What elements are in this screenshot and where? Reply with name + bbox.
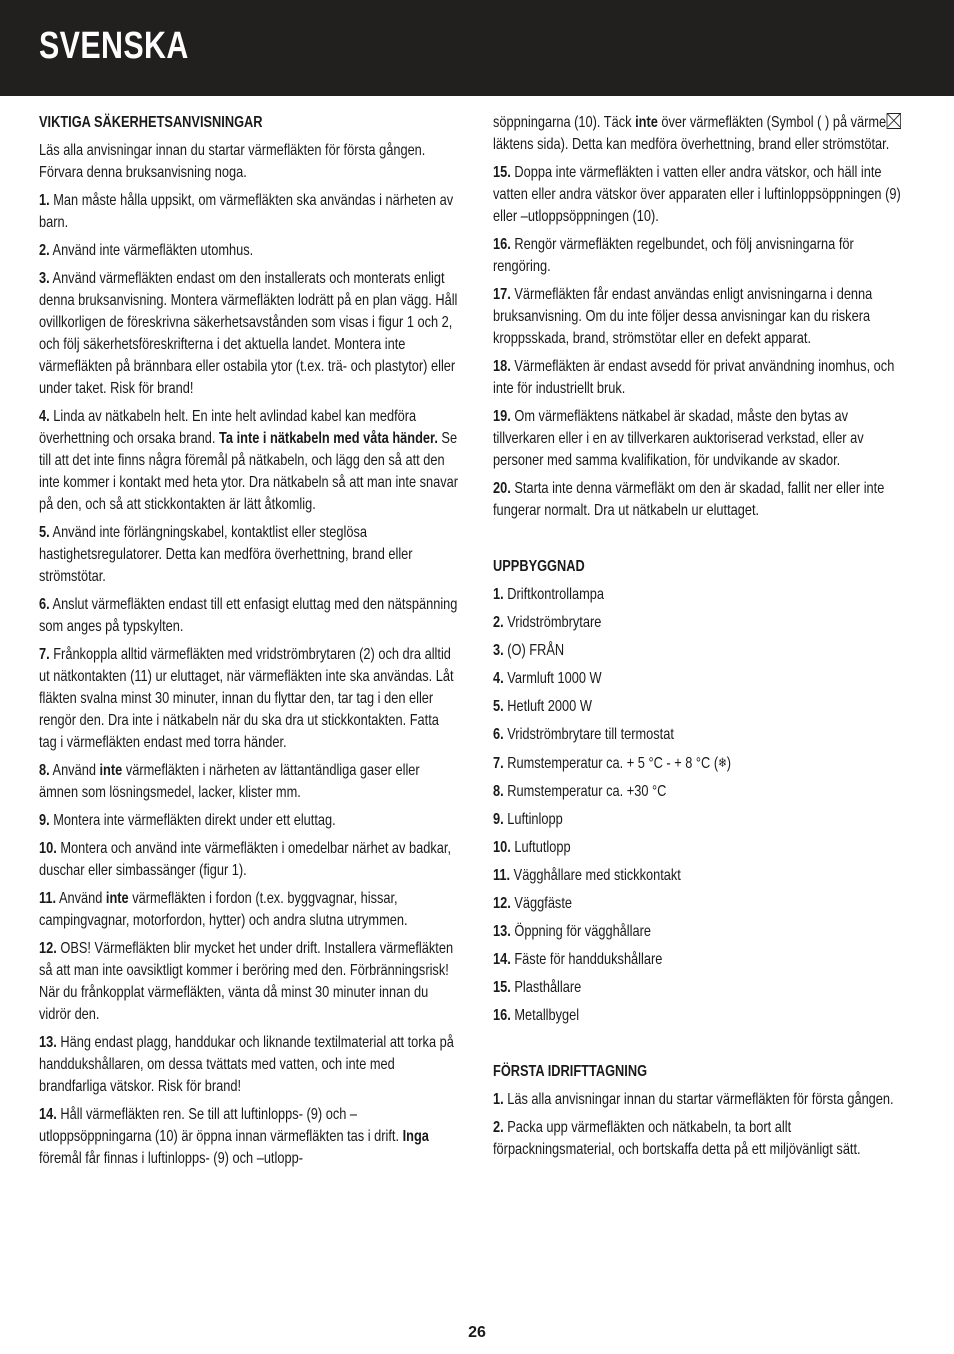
safety-heading: VIKTIGA SÄKERHETSANVISNINGAR <box>39 114 263 131</box>
item-text: över värmefläkten (Symbol ( ) på värme <box>657 114 887 131</box>
item-text: läktens sida). Detta kan medföra överhettning, brand eller strömstötar. <box>493 136 890 153</box>
safety-item <box>39 522 459 588</box>
item-text: Driftkontrollampa <box>507 586 604 603</box>
item-text: Vridströmbrytare <box>507 614 602 631</box>
safety-item-14-continued <box>493 112 913 156</box>
item-number: 14. <box>493 951 511 968</box>
item-text: Väggfäste <box>514 895 573 912</box>
safety-item <box>39 938 459 1026</box>
item-number: 6. <box>493 726 504 743</box>
item-number: 20. <box>493 480 511 497</box>
safety-item <box>39 240 459 262</box>
safety-item <box>493 356 913 400</box>
item-text: Hetluft 2000 W <box>507 698 592 715</box>
safety-item <box>39 1104 459 1170</box>
item-text: Varmluft 1000 W <box>507 670 602 687</box>
item-text: Fäste för handdukshållare <box>514 951 663 968</box>
safety-item <box>39 888 459 932</box>
item-text: Använd inte värmefläkten utomhus. <box>52 242 254 259</box>
item-emphasis: inte <box>105 890 129 907</box>
page-title: SVENSKA <box>39 25 189 67</box>
item-text: Rengör värmefläkten regelbundet, och följ anvisningarna för rengöring. <box>493 236 854 275</box>
part-item <box>493 781 913 803</box>
item-text: Häng endast plagg, handdukar och liknande textilmaterial att torka på handdukshållaren, om dessa tvättats med vatten, och inte med brandfarliga vätskor. Risk för brand! <box>39 1034 454 1095</box>
safety-list <box>39 190 459 1170</box>
safety-item <box>39 760 459 804</box>
item-text: Rumstemperatur ca. +30 °C <box>507 783 667 800</box>
item-text: söppningarna (10). Täck <box>493 114 636 131</box>
item-number: 19. <box>493 408 511 425</box>
safety-item <box>39 268 459 400</box>
item-text: värmefläkten i närheten av lättantändliga gaser eller ämnen som lösningsmedel, lacker, klister mm. <box>39 762 420 801</box>
first-use-heading: FÖRSTA IDRIFTTAGNING <box>493 1063 648 1080</box>
item-text: Om värmefläktens nätkabel är skadad, måste den bytas av tillverkaren eller i en av tillverkaren auktoriserad verkstad, eller av personer med samma kvalifikation, för undvikande av skador. <box>493 408 864 469</box>
item-text: Anslut värmefläkten endast till ett enfasigt eluttag med den nätspänning som anges på typskylten. <box>39 596 458 635</box>
part-item <box>493 612 913 634</box>
item-text: Montera och använd inte värmefläkten i omedelbar närhet av badkar, duschar eller simbassänger (figur 1). <box>39 840 452 879</box>
item-number: 13. <box>39 1034 57 1051</box>
item-text: OBS! Värmefläkten blir mycket het under drift. Installera värmefläkten så att man inte oavsiktligt kommer i beröring med den. Förbränningsrisk! När du frånkopplat värmefläkten, vänta då minst 30 minuter innan du vidrör den. <box>39 940 454 1023</box>
item-number: 8. <box>39 762 50 779</box>
item-text: Använd värmefläkten endast om den installerats och monterats enligt denna bruksanvisning. Montera värmefläkten lodrätt på en plan vägg. Håll ovillkorligen de föreskrivna säkerhetsavstånden som visas i figur 1 och 2, och följ säkerhetsföreskrifterna i det aktuella landet. Montera inte värmefläkten på brännbara eller ostabila ytor (t.ex. trä- och plastytor) eller under taket. Risk för brand! <box>39 270 458 397</box>
item-text: Se till att det inte finns några föremål på nätkabeln, och lägg den så att den inte kommer i kontakt med heta ytor. Dra nätkabeln så att man inte snavar på den, och så att stickkontakten är lätt åtkomlig. <box>39 430 459 513</box>
part-item <box>493 837 913 859</box>
item-number: 8. <box>493 783 504 800</box>
item-text: Använd <box>52 762 100 779</box>
item-number: 15. <box>493 979 511 996</box>
item-number: 1. <box>493 1091 504 1108</box>
part-item <box>493 949 913 971</box>
safety-item <box>493 284 913 350</box>
item-text: Vridströmbrytare till termostat <box>507 726 674 743</box>
first-use-step <box>493 1089 913 1111</box>
part-item <box>493 696 913 718</box>
item-text: (O) FRÅN <box>507 642 565 659</box>
item-text: Man måste hålla uppsikt, om värmefläkten ska användas i närheten av barn. <box>39 192 454 231</box>
item-number: 13. <box>493 923 511 940</box>
item-text: värmefläkten i fordon (t.ex. byggvagnar, hissar, campingvagnar, motorfordon, hytter) och andra slutna utrymmen. <box>39 890 408 929</box>
item-number: 4. <box>39 408 50 425</box>
part-item <box>493 584 913 606</box>
safety-item <box>39 594 459 638</box>
safety-item <box>493 162 913 228</box>
safety-item <box>493 234 913 278</box>
item-number: 3. <box>493 642 504 659</box>
item-number: 9. <box>493 811 504 828</box>
snowflake-icon: ❄ <box>718 755 727 770</box>
item-number: 1. <box>493 586 504 603</box>
safety-item <box>39 1032 459 1098</box>
item-number: 16. <box>493 1007 511 1024</box>
item-number: 12. <box>493 895 511 912</box>
right-column <box>493 112 913 1167</box>
safety-item <box>39 190 459 234</box>
item-number: 7. <box>493 755 504 772</box>
item-number: 10. <box>493 839 511 856</box>
item-number: 18. <box>493 358 511 375</box>
safety-item <box>493 406 913 472</box>
part-item <box>493 640 913 662</box>
left-column <box>39 112 459 1176</box>
safety-item <box>39 838 459 882</box>
item-text: Värmefläkten är endast avsedd för privat användning inomhus, och inte för industriellt bruk. <box>493 358 895 397</box>
safety-item <box>39 810 459 832</box>
item-emphasis: inte <box>99 762 123 779</box>
item-number: 11. <box>493 867 511 884</box>
first-use-list <box>493 1089 913 1161</box>
item-number: 14. <box>39 1106 57 1123</box>
item-emphasis: Inga <box>402 1128 429 1145</box>
item-text: Packa upp värmefläkten och nätkabeln, ta bort allt förpackningsmaterial, och bortskaffa detta på ett miljövänligt sätt. <box>493 1119 861 1158</box>
part-item <box>493 893 913 915</box>
safety-intro: Läs alla anvisningar innan du startar värmefläkten för första gången. Förvara denna bruksanvisning noga. <box>39 142 426 181</box>
item-number: 16. <box>493 236 511 253</box>
item-text: Metallbygel <box>514 1007 580 1024</box>
parts-heading: UPPBYGGNAD <box>493 558 585 575</box>
first-use-step <box>493 1117 913 1161</box>
item-text-suffix: ) <box>726 755 732 772</box>
item-number: 11. <box>39 890 57 907</box>
safety-item <box>39 406 459 516</box>
item-text: Rumstemperatur ca. + 5 °C - + 8 °C ( <box>507 755 719 772</box>
part-item <box>493 809 913 831</box>
item-text: Plasthållare <box>514 979 582 996</box>
item-number: 1. <box>39 192 50 209</box>
item-number: 7. <box>39 646 50 663</box>
item-text: Frånkoppla alltid värmefläkten med vridströmbrytaren (2) och dra alltid ut nätkontakten (11) ur eluttaget, när värmefläkten inte ska användas. Låt fläkten svalna minst 30 minuter, innan du flyttar den, tar tag i den eller rengör den. Dra inte i nätkabeln när du ska dra ut stickkontakten. Fatta tag i värmefläkten endast med torra händer. <box>39 646 454 751</box>
page-header <box>0 0 954 96</box>
item-text: Starta inte denna värmefläkt om den är skadad, fallit ner eller inte fungerar normalt. Dra ut nätkabeln ur eluttaget. <box>493 480 885 519</box>
item-number: 6. <box>39 596 50 613</box>
part-item <box>493 724 913 746</box>
item-text: Håll värmefläkten ren. Se till att luftinlopps- (9) och –utloppsöppningarna (10) är öppna innan värmefläkten tas i drift. <box>39 1106 403 1145</box>
item-number: 12. <box>39 940 57 957</box>
item-text: Öppning för vägghållare <box>514 923 651 940</box>
item-text: Värmefläkten får endast användas enligt anvisningarna i denna bruksanvisning. Om du inte följer dessa anvisningar kan du riskera kroppsskada, brand, strömstötar eller en defekt apparat. <box>493 286 873 347</box>
item-number: 9. <box>39 812 50 829</box>
item-number: 4. <box>493 670 504 687</box>
item-number: 15. <box>493 164 511 181</box>
item-number: 3. <box>39 270 50 287</box>
item-text: Luftinlopp <box>507 811 563 828</box>
item-number: 10. <box>39 840 57 857</box>
item-emphasis: Ta inte i nätkabeln med våta händer. <box>219 430 438 447</box>
item-number: 2. <box>39 242 50 259</box>
item-text: Använd inte förlängningskabel, kontaktlist eller steglösa hastighetsregulatorer. Detta kan medföra överhettning, brand eller strömstötar. <box>39 524 413 585</box>
safety-item <box>39 644 459 754</box>
do-not-cover-icon <box>887 113 901 129</box>
item-number: 5. <box>39 524 50 541</box>
part-item <box>493 921 913 943</box>
item-text: Linda av nätkabeln helt. En inte helt avlindad kabel kan medföra överhettning och orsaka brand. <box>39 408 417 447</box>
item-text: Använd <box>58 890 106 907</box>
part-item <box>493 865 913 887</box>
part-item <box>493 1005 913 1027</box>
parts-list <box>493 584 913 1027</box>
item-number: 2. <box>493 614 504 631</box>
item-text: Luftutlopp <box>514 839 571 856</box>
item-number: 2. <box>493 1119 504 1136</box>
part-item <box>493 752 913 775</box>
part-item <box>493 668 913 690</box>
item-text: föremål får finnas i luftinlopps- (9) och –utlopp- <box>39 1150 303 1167</box>
item-number: 17. <box>493 286 511 303</box>
item-number: 5. <box>493 698 504 715</box>
page-number: 26 <box>468 1324 486 1341</box>
safety-item <box>493 478 913 522</box>
item-text: Vägghållare med stickkontakt <box>513 867 681 884</box>
part-item <box>493 977 913 999</box>
item-text: Montera inte värmefläkten direkt under ett eluttag. <box>53 812 336 829</box>
item-emphasis: inte <box>635 114 658 131</box>
safety-list-continued <box>493 162 913 522</box>
item-text: Doppa inte värmefläkten i vatten eller andra vätskor, och häll inte vatten eller andra vätskor över apparaten eller i luftinloppsöppningen (9) eller –utloppsöppningen (10). <box>493 164 901 225</box>
item-text: Läs alla anvisningar innan du startar värmefläkten för första gången. <box>507 1091 894 1108</box>
